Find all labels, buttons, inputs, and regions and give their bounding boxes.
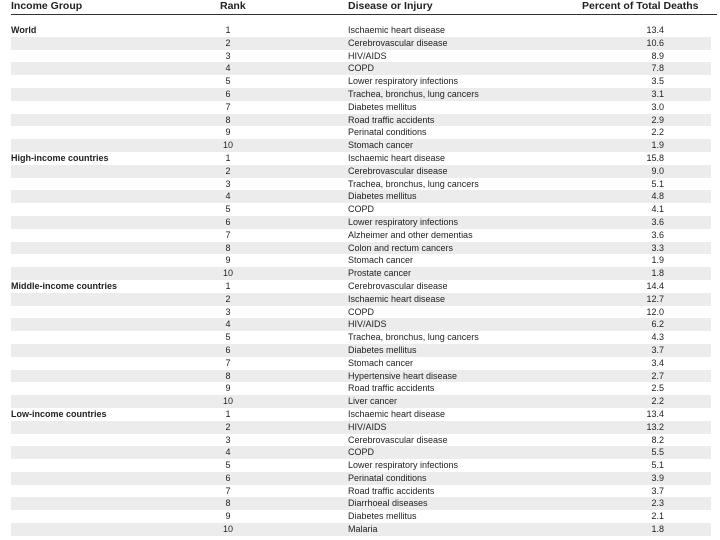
table-row: [11, 523, 711, 536]
disease-cell: Ischaemic heart disease: [348, 408, 446, 419]
table-row: [11, 88, 711, 101]
disease-cell: Prostate cancer: [348, 268, 412, 279]
disease-cell: Diabetes mellitus: [348, 101, 417, 112]
disease-cell: Cerebrovascular disease: [348, 280, 448, 291]
rank-cell: 10: [222, 524, 233, 535]
table-row: [11, 165, 711, 178]
percent-cell: 9.0: [651, 165, 664, 176]
percent-cell: 8.9: [651, 50, 664, 61]
header-rank: Rank: [220, 0, 246, 12]
disease-cell: Ischaemic heart disease: [348, 293, 446, 304]
disease-cell: Stomach cancer: [348, 255, 414, 266]
table-row: [11, 242, 711, 255]
table-row: [11, 357, 711, 370]
rank-cell: 1: [225, 25, 231, 35]
header-percent: Percent of Total Deaths: [582, 0, 699, 12]
table-row: [11, 203, 711, 216]
rank-cell: 7: [225, 229, 231, 240]
rank-cell: 8: [225, 370, 231, 381]
rank-cell: 6: [225, 216, 231, 227]
disease-cell: Stomach cancer: [348, 357, 414, 368]
disease-cell: Trachea, bronchus, lung cancers: [348, 332, 479, 343]
percent-cell: 2.9: [651, 114, 664, 125]
disease-cell: Cerebrovascular disease: [348, 37, 448, 48]
disease-cell: Perinatal conditions: [348, 127, 427, 138]
disease-cell: COPD: [348, 63, 375, 74]
rank-cell: 1: [225, 408, 231, 419]
table-row: [11, 114, 711, 127]
disease-cell: Road traffic accidents: [348, 114, 435, 125]
table-row: [11, 318, 711, 331]
percent-cell: 13.2: [646, 421, 664, 432]
disease-cell: Ischaemic heart disease: [348, 152, 446, 163]
percent-cell: 8.2: [651, 434, 664, 445]
percent-cell: 2.1: [651, 511, 664, 522]
table-row: [11, 344, 711, 357]
disease-cell: HIV/AIDS: [348, 319, 387, 330]
table-row: [11, 395, 711, 408]
table-row: [11, 267, 711, 280]
percent-cell: 4.3: [651, 332, 664, 343]
percent-cell: 1.8: [651, 524, 664, 535]
table-row: [11, 306, 711, 319]
percent-cell: 1.9: [651, 255, 664, 266]
percent-cell: 2.3: [651, 498, 664, 509]
rank-cell: 7: [225, 485, 231, 496]
rank-cell: 2: [225, 293, 231, 304]
disease-cell: COPD: [348, 204, 375, 215]
table-row: [11, 75, 711, 88]
table-row: [11, 421, 711, 434]
header-disease: Disease or Injury: [348, 0, 433, 12]
rank-cell: 5: [225, 76, 231, 87]
disease-cell: Liver cancer: [348, 396, 398, 407]
rank-cell: 7: [225, 357, 231, 368]
table-header: [11, 0, 711, 13]
rank-cell: 8: [225, 498, 231, 509]
percent-cell: 3.9: [651, 472, 664, 483]
causes-of-death-table: [11, 0, 711, 536]
percent-cell: 3.0: [651, 101, 664, 112]
percent-cell: 10.6: [646, 37, 664, 48]
rank-cell: 8: [225, 242, 231, 253]
table-row: [11, 459, 711, 472]
table-row: [11, 434, 711, 447]
percent-cell: 2.5: [651, 383, 664, 394]
rank-cell: 10: [222, 268, 233, 279]
rank-cell: 4: [225, 319, 231, 330]
rank-cell: 8: [225, 114, 231, 125]
rank-cell: 9: [225, 511, 231, 522]
percent-cell: 2.2: [651, 127, 664, 138]
disease-cell: Diabetes mellitus: [348, 511, 417, 522]
table-body: [11, 24, 711, 536]
table-row: [11, 331, 711, 344]
table-row: [11, 370, 711, 383]
disease-cell: Trachea, bronchus, lung cancers: [348, 88, 479, 99]
spacer: [11, 16, 711, 24]
percent-cell: 5.1: [651, 460, 664, 471]
disease-cell: Diarrhoeal diseases: [348, 498, 428, 509]
percent-cell: 2.2: [651, 396, 664, 407]
disease-cell: Diabetes mellitus: [348, 191, 417, 202]
table-row: [11, 254, 711, 267]
percent-cell: 4.8: [651, 191, 664, 202]
disease-cell: Colon and rectum cancers: [348, 242, 454, 253]
table-row: [11, 408, 711, 421]
percent-cell: 1.9: [651, 140, 664, 151]
disease-cell: HIV/AIDS: [348, 421, 387, 432]
disease-cell: Alzheimer and other dementias: [348, 229, 473, 240]
table-row: [11, 216, 711, 229]
table-row: [11, 472, 711, 485]
rank-cell: 6: [225, 472, 231, 483]
rank-cell: 5: [225, 460, 231, 471]
rank-cell: 1: [225, 152, 231, 163]
disease-cell: Lower respiratory infections: [348, 460, 459, 471]
disease-cell: Ischaemic heart disease: [348, 25, 446, 35]
percent-cell: 3.7: [651, 485, 664, 496]
percent-cell: 12.7: [646, 293, 664, 304]
table-row: [11, 139, 711, 152]
rank-cell: 7: [225, 101, 231, 112]
disease-cell: COPD: [348, 306, 375, 317]
rank-cell: 3: [225, 434, 231, 445]
rank-cell: 3: [225, 50, 231, 61]
disease-cell: HIV/AIDS: [348, 50, 387, 61]
table-row: [11, 382, 711, 395]
header-income-group: Income Group: [11, 0, 83, 12]
rank-cell: 2: [225, 165, 231, 176]
disease-cell: Road traffic accidents: [348, 383, 435, 394]
table-row: [11, 510, 711, 523]
income-group-label: Middle-income countries: [11, 280, 118, 291]
percent-cell: 15.8: [646, 152, 664, 163]
rank-cell: 3: [225, 306, 231, 317]
percent-cell: 4.1: [651, 204, 664, 215]
percent-cell: 5.1: [651, 178, 664, 189]
table-row: [11, 293, 711, 306]
rank-cell: 4: [225, 447, 231, 458]
percent-cell: 7.8: [651, 63, 664, 74]
rank-cell: 4: [225, 63, 231, 74]
table-row: [11, 50, 711, 63]
disease-cell: Diabetes mellitus: [348, 344, 417, 355]
percent-cell: 3.4: [651, 357, 664, 368]
table-row: [11, 152, 711, 165]
rank-cell: 10: [222, 396, 233, 407]
rank-cell: 2: [225, 37, 231, 48]
percent-cell: 2.7: [651, 370, 664, 381]
income-group-label: Low-income countries: [11, 408, 107, 419]
rank-cell: 3: [225, 178, 231, 189]
income-group-label: World: [11, 25, 37, 35]
table-row: [11, 37, 711, 50]
table-row: [11, 497, 711, 510]
percent-cell: 3.6: [651, 229, 664, 240]
percent-cell: 6.2: [651, 319, 664, 330]
percent-cell: 1.8: [651, 268, 664, 279]
percent-cell: 13.4: [646, 25, 664, 35]
disease-cell: COPD: [348, 447, 375, 458]
table-row: [11, 126, 711, 139]
table-row: [11, 485, 711, 498]
disease-cell: Malaria: [348, 524, 378, 535]
percent-cell: 3.1: [651, 88, 664, 99]
rank-cell: 5: [225, 332, 231, 343]
disease-cell: Hypertensive heart disease: [348, 370, 458, 381]
table-row: [11, 229, 711, 242]
table-row: [11, 24, 711, 37]
disease-cell: Perinatal conditions: [348, 472, 427, 483]
income-group-label: High-income countries: [11, 152, 109, 163]
rank-cell: 9: [225, 127, 231, 138]
disease-cell: Stomach cancer: [348, 140, 414, 151]
percent-cell: 3.5: [651, 76, 664, 87]
rank-cell: 6: [225, 344, 231, 355]
rank-cell: 5: [225, 204, 231, 215]
percent-cell: 3.3: [651, 242, 664, 253]
rank-cell: 1: [225, 280, 231, 291]
disease-cell: Cerebrovascular disease: [348, 434, 448, 445]
table-row: [11, 190, 711, 203]
table-row: [11, 101, 711, 114]
rank-cell: 6: [225, 88, 231, 99]
rank-cell: 4: [225, 191, 231, 202]
table-row: [11, 446, 711, 459]
header-rule: [11, 14, 717, 15]
rank-cell: 10: [222, 140, 233, 151]
disease-cell: Cerebrovascular disease: [348, 165, 448, 176]
disease-cell: Lower respiratory infections: [348, 76, 459, 87]
rank-cell: 9: [225, 383, 231, 394]
percent-cell: 12.0: [646, 306, 664, 317]
percent-cell: 3.6: [651, 216, 664, 227]
percent-cell: 3.7: [651, 344, 664, 355]
table-row: [11, 280, 711, 293]
table-row: [11, 178, 711, 191]
disease-cell: Lower respiratory infections: [348, 216, 459, 227]
rank-cell: 2: [225, 421, 231, 432]
percent-cell: 13.4: [646, 408, 664, 419]
disease-cell: Road traffic accidents: [348, 485, 435, 496]
rank-cell: 9: [225, 255, 231, 266]
percent-cell: 5.5: [651, 447, 664, 458]
percent-cell: 14.4: [646, 280, 664, 291]
disease-cell: Trachea, bronchus, lung cancers: [348, 178, 479, 189]
table-row: [11, 62, 711, 75]
